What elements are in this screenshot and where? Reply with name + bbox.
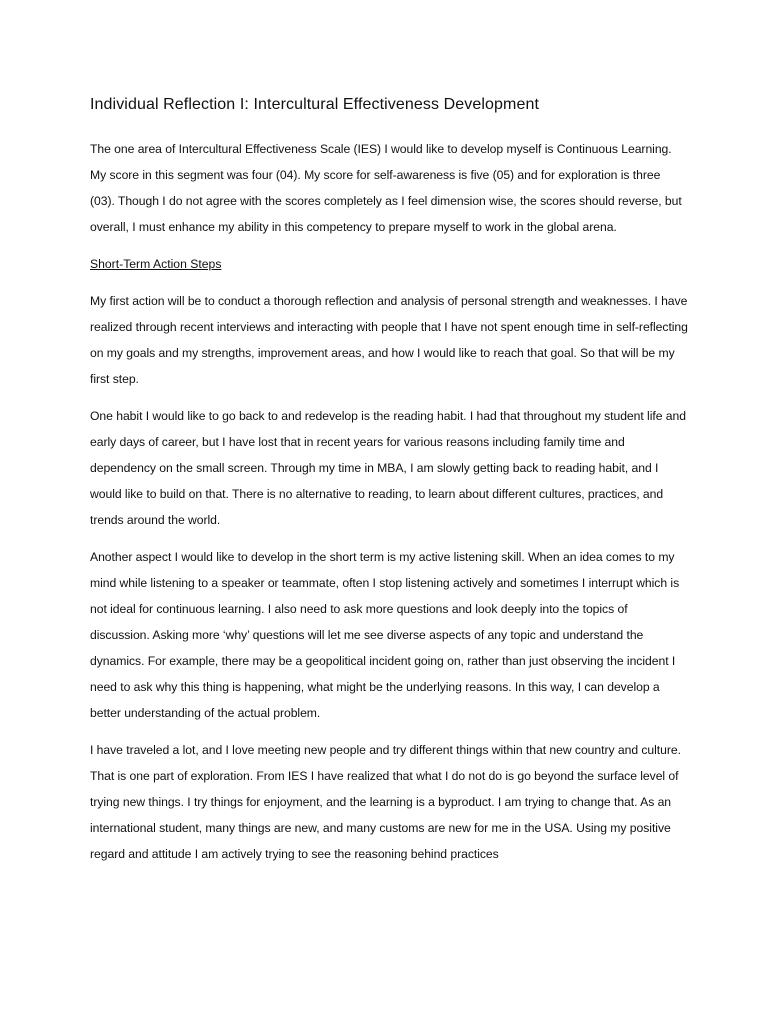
document-title: Individual Reflection I: Intercultural Effectiveness Development bbox=[90, 96, 540, 113]
document-body bbox=[90, 94, 688, 878]
paragraph-exploration: I have traveled a lot, and I love meeting new people and try different things within that new country and culture. That is one part of exploration. From IES I have realized that what I do not do is go beyond the surface level of trying new things. I try things for enjoyment, and the learning is a byproduct. I am trying to change that. As an international student, many things are new, and many customs are new for me in the USA. Using my positive regard and attitude I am actively trying to see the reasoning behind practices bbox=[90, 743, 681, 861]
paragraph-reading-habit: One habit I would like to go back to and redevelop is the reading habit. I had that throughout my student life and early days of career, but I have lost that in recent years for various reasons including family time and dependency on the small screen. Through my time in MBA, I am slowly getting back to reading habit, and I would like to build on that. There is no alternative to reading, to learn about different cultures, practices, and trends around the world. bbox=[90, 409, 686, 527]
intro-paragraph: The one area of Intercultural Effectiveness Scale (IES) I would like to develop myself is Continuous Learning. My score in this segment was four (04). My score for self-awareness is five (05) and for exploration is three (03). Though I do not agree with the scores completely as I feel dimension wise, the scores should reverse, but overall, I must enhance my ability in this competency to prepare myself to work in the global arena. bbox=[90, 142, 682, 234]
paragraph-first-action: My first action will be to conduct a thorough reflection and analysis of personal strength and weaknesses. I have realized through recent interviews and interacting with people that I have not spent enough time in self-reflecting on my goals and my strengths, improvement areas, and how I would like to reach that goal. So that will be my first step. bbox=[90, 294, 688, 386]
section-heading-short-term-action-steps: Short-Term Action Steps bbox=[90, 257, 222, 271]
paragraph-active-listening: Another aspect I would like to develop in the short term is my active listening skill. When an idea comes to my mind while listening to a speaker or teammate, often I stop listening actively and sometimes I interrupt which is not ideal for continuous learning. I also need to ask more questions and look deeply into the topics of discussion. Asking more ‘why’ questions will let me see diverse aspects of any topic and understand the dynamics. For example, there may be a geopolitical incident going on, rather than just observing the incident I need to ask why this thing is happening, what might be the underlying reasons. In this way, I can develop a better understanding of the actual problem. bbox=[90, 550, 680, 720]
